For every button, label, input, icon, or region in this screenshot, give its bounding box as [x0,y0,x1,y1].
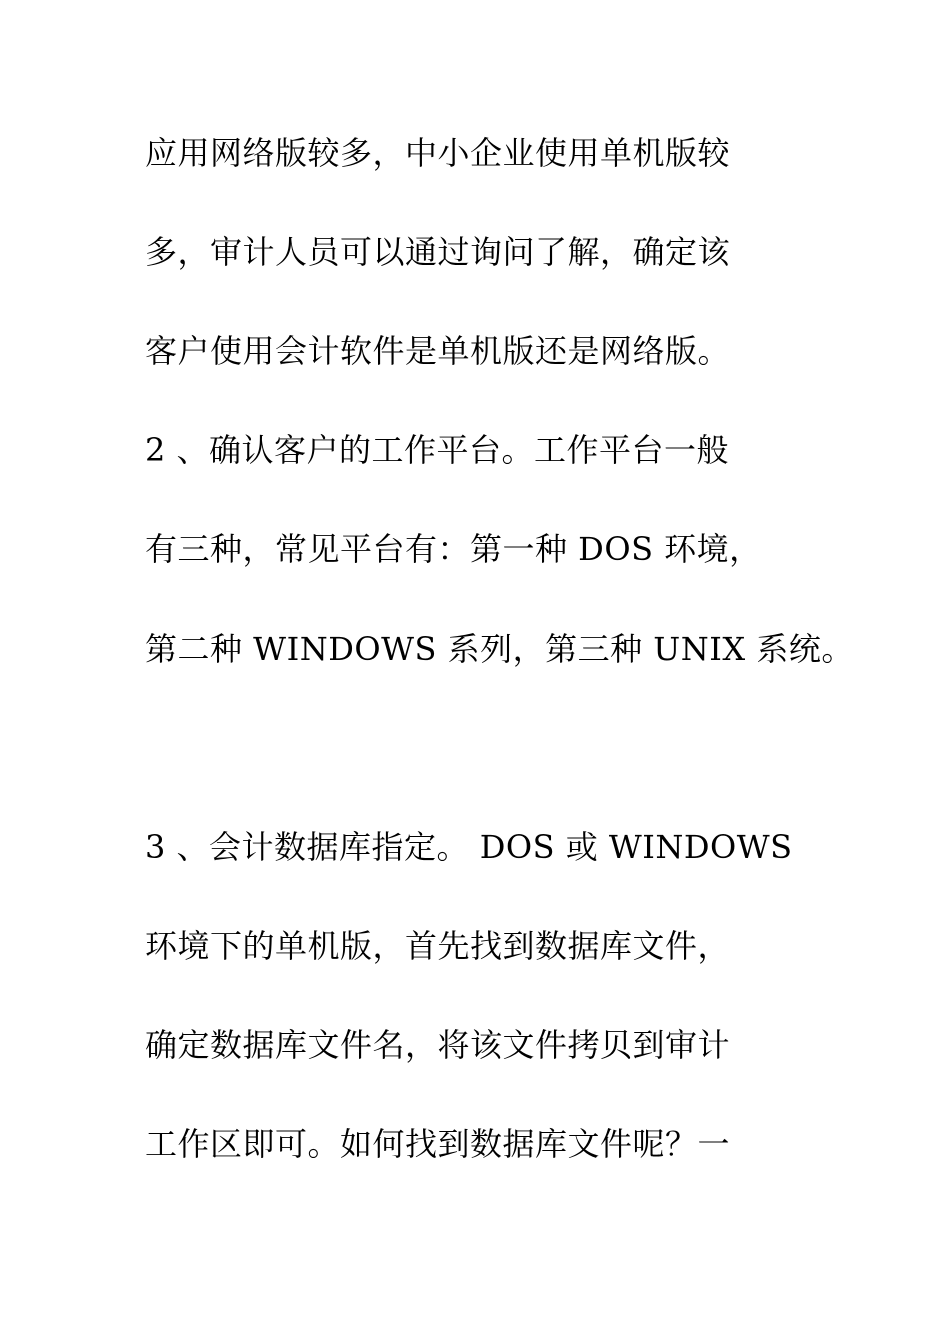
text-line: 客户使用会计软件是单机版还是网络版。 [145,332,731,370]
text-line: 多，审计人员可以通过询问了解，确定该 [145,233,731,271]
text-line: 应用网络版较多，中小企业使用单机版较 [145,134,731,172]
text-line: 确定数据库文件名，将该文件拷贝到审计 [145,1026,731,1064]
text-line: 2 、确认客户的工作平台。工作平台一般 [145,431,730,469]
text-line: 3 、会计数据库指定。 DOS 或 WINDOWS [145,828,793,866]
text-line: 环境下的单机版，首先找到数据库文件， [145,927,731,965]
text-line: 有三种，常见平台有：第一种 DOS 环境， [145,530,762,568]
text-line: 工作区即可。如何找到数据库文件呢？一 [145,1125,731,1163]
text-line: 第二种 WINDOWS 系列，第三种 UNIX 系统。 [145,630,854,668]
